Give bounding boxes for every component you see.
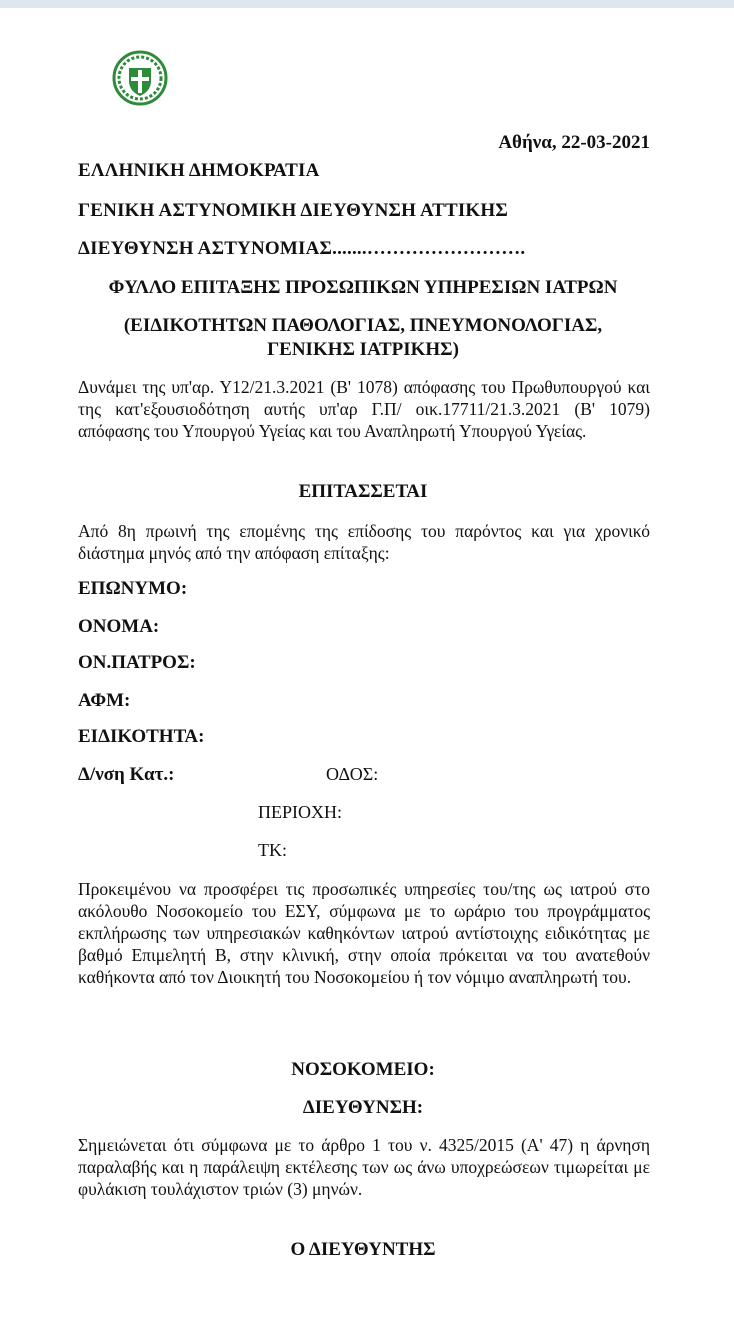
- document-subtitle-line-1: (ΕΙΔΙΚΟΤΗΤΩΝ ΠΑΘΟΛΟΓΙΑΣ, ΠΝΕΥΜΟΝΟΛΟΓΙΑΣ,: [123, 315, 603, 336]
- field-afm: ΑΦΜ:: [78, 690, 131, 711]
- penalty-notice-paragraph: Σημειώνεται ότι σύμφωνα με το άρθρο 1 του ν. 4325/2015 (Α' 47) η άρνηση παραλαβής και η παράλειψη εκτέλεσης των ως άνω υποχρεώσεων τιμωρείται με φυλάκιση τουλάχιστον τριών (3) μηνών.: [78, 1135, 650, 1199]
- field-postcode: ΤΚ:: [258, 840, 287, 860]
- document-title: ΦΥΛΛΟ ΕΠΙΤΑΞΗΣ ΠΡΟΣΩΠΙΚΩΝ ΥΠΗΡΕΣΙΩΝ ΙΑΤΡΩΝ: [108, 277, 618, 298]
- header-police-directorate: ΔΙΕΥΘΥΝΣΗ ΑΣΤΥΝΟΜΙΑΣ.......…………………….: [78, 238, 526, 259]
- field-surname: ΕΠΩΝΥΜΟ:: [78, 578, 188, 599]
- signature-title: Ο ΔΙΕΥΘΥΝΤΗΣ: [290, 1239, 436, 1260]
- order-heading: ΕΠΙΤΑΣΣΕΤΑΙ: [298, 481, 428, 502]
- document-page: [0, 8, 734, 1342]
- field-street: ΟΔΟΣ:: [326, 764, 379, 784]
- greek-republic-seal-icon: [112, 50, 168, 106]
- header-republic: ΕΛΛΗΝΙΚΗ ΔΗΜΟΚΡΑΤΙΑ: [78, 160, 320, 181]
- direction-label: ΔΙΕΥΘΥΝΣΗ:: [302, 1097, 424, 1118]
- order-paragraph: Από 8η πρωινή της επομένης της επίδοσης του παρόντος και για χρονικό διάστημα μηνός από την απόφαση επίταξης:: [78, 521, 650, 563]
- header-police-general-directorate: ΓΕΝΙΚΗ ΑΣΤΥΝΟΜΙΚΗ ΔΙΕΥΘΥΝΣΗ ΑΤΤΙΚΗΣ: [78, 200, 509, 221]
- field-father-name: ΟΝ.ΠΑΤΡΟΣ:: [78, 652, 196, 673]
- document-date: Αθήνα, 22-03-2021: [498, 132, 650, 153]
- preamble-paragraph: Δυνάμει της υπ'αρ. Υ12/21.3.2021 (Β' 1078) απόφασης του Πρωθυπουργού και της κατ'εξουσιοδότηση αυτής υπ'αρ Γ.Π/ οικ.17711/21.3.2021 (Β' 1079) απόφασης του Υπουργού Υγείας και του Αναπληρωτή Υπουργού Υγείας.: [78, 377, 650, 441]
- hospital-label: ΝΟΣΟΚΟΜΕΙΟ:: [291, 1059, 435, 1080]
- field-address-label: Δ/νση Κατ.:: [78, 764, 175, 785]
- document-subtitle-line-2: ΓΕΝΙΚΗΣ ΙΑΤΡΙΚΗΣ): [267, 339, 459, 360]
- field-name: ΟΝΟΜΑ:: [78, 616, 160, 637]
- service-paragraph: Προκειμένου να προσφέρει τις προσωπικές υπηρεσίες του/της ως ιατρού στο ακόλουθο Νοσοκομείο του ΕΣΥ, σύμφωνα με το ωράριο του προγράμματος εκπλήρωσης των υπηρεσιακών καθηκόντων ιατρού αντίστοιχης ειδικότητας με βαθμό Επιμελητή Β, στην κλινική, στην οποία πρόκειται να του ανατεθούν καθήκοντα από τον Διοικητή του Νοσοκομείου ή τον νόμιμο αναπληρωτή του.: [78, 879, 650, 987]
- field-specialty: ΕΙΔΙΚΟΤΗΤΑ:: [78, 726, 205, 747]
- field-area: ΠΕΡΙΟΧΗ:: [258, 802, 342, 822]
